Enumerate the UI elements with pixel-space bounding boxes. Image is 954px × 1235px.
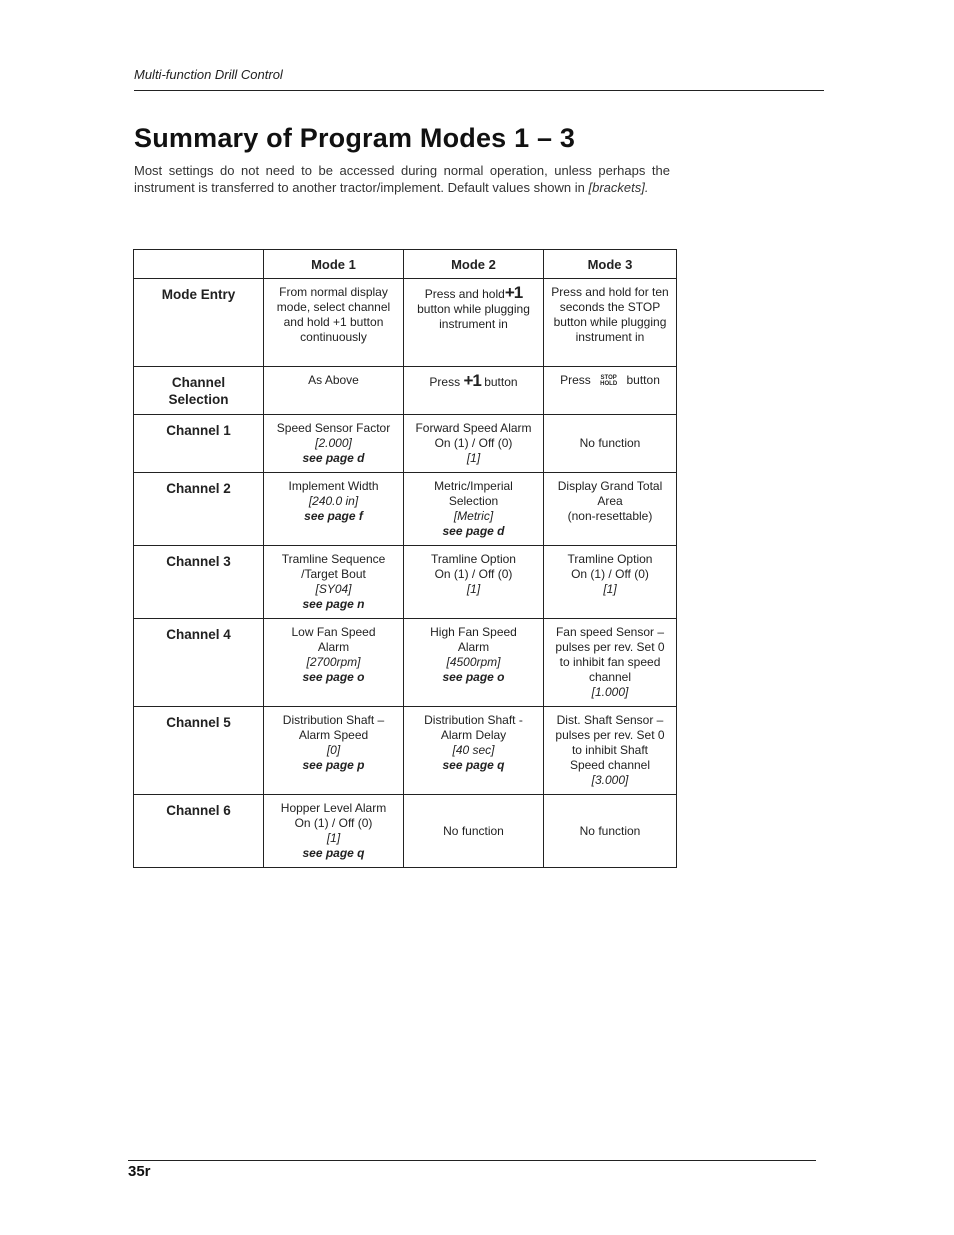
header-rule xyxy=(134,90,824,91)
page-reference: see page d xyxy=(302,451,365,465)
channel-cell-mode-2 xyxy=(404,707,544,795)
table-row xyxy=(134,546,677,619)
channel-cell-mode-3 xyxy=(544,473,677,546)
program-modes-table xyxy=(133,249,677,868)
cell-text: Distribution Shaft – xyxy=(282,713,385,727)
intro-text: Most settings do not need to be accessed during normal operation, unless perhaps the instrument is transferred to another tractor/implement. Default values shown in xyxy=(134,163,670,195)
default-value: [SY04] xyxy=(315,582,352,596)
row-label-channel: Channel 1 xyxy=(134,415,264,473)
plus-one-icon: +1 xyxy=(504,283,523,302)
cell-text: to inhibit Shaft xyxy=(571,743,649,757)
mode-entry-mode-2-text-a: Press and hold xyxy=(424,287,505,301)
cell-text: channel xyxy=(588,670,632,684)
default-value: [1.000] xyxy=(591,685,629,699)
cell-text: Low Fan Speed xyxy=(291,625,376,639)
table-row xyxy=(134,707,677,795)
row-label-channel: Channel 5 xyxy=(134,707,264,795)
cell-text: No function xyxy=(579,823,641,838)
cell-text: Metric/Imperial xyxy=(434,479,513,493)
cell-text: Distribution Shaft - xyxy=(424,713,523,727)
table-row xyxy=(134,619,677,707)
default-value: [3.000] xyxy=(591,773,629,787)
cell-text: On (1) / Off (0) xyxy=(571,567,649,581)
cell-text: Display Grand Total xyxy=(557,479,663,493)
default-value: [1] xyxy=(466,582,481,596)
intro-bracket-note: [brackets]. xyxy=(588,179,649,195)
row-channel-selection xyxy=(134,367,677,415)
cell-text: No function xyxy=(443,823,504,838)
channel-cell-mode-1 xyxy=(264,795,404,868)
channel-cell-mode-1 xyxy=(264,707,404,795)
channel-cell-mode-3 xyxy=(544,795,677,868)
row-label-channel: Channel 3 xyxy=(134,546,264,619)
row-label-channel: Channel 4 xyxy=(134,619,264,707)
page-title: Summary of Program Modes 1 – 3 xyxy=(134,123,576,153)
channel-rows xyxy=(134,415,677,868)
channel-cell-mode-1 xyxy=(264,415,404,473)
channel-selection-mode-3-text-b: button xyxy=(626,373,660,387)
default-value: [1] xyxy=(326,831,341,845)
page-reference: see page q xyxy=(302,846,365,860)
cell-text: No function xyxy=(579,436,641,450)
mode-entry-mode-1: From normal display mode, select channel and hold +1 button continuously xyxy=(264,279,404,367)
cell-text: Alarm xyxy=(457,640,490,654)
page-reference: see page f xyxy=(304,509,363,523)
default-value: [1] xyxy=(466,451,481,465)
cell-text: Tramline Option xyxy=(567,552,653,566)
default-value: [2700rpm] xyxy=(306,655,361,669)
default-value: [40 sec] xyxy=(452,743,495,757)
cell-text: Hopper Level Alarm xyxy=(280,801,387,815)
channel-cell-mode-2 xyxy=(404,795,544,868)
channel-selection-mode-2-text-b: button xyxy=(484,375,518,389)
table-row xyxy=(134,795,677,868)
channel-cell-mode-2 xyxy=(404,619,544,707)
channel-cell-mode-3 xyxy=(544,619,677,707)
cell-text: Speed Sensor Factor xyxy=(276,421,391,435)
row-label-channel: Channel 2 xyxy=(134,473,264,546)
channel-cell-mode-3 xyxy=(544,546,677,619)
mode-entry-mode-3: Press and hold for ten seconds the STOP button while plugging instrument in xyxy=(544,279,677,367)
cell-text: Speed channel xyxy=(569,758,651,772)
cell-text: On (1) / Off (0) xyxy=(294,816,373,830)
default-value: [4500rpm] xyxy=(446,655,501,669)
row-mode-entry xyxy=(134,279,677,367)
cell-text: /Target Bout xyxy=(301,567,366,581)
corner-cell xyxy=(134,250,264,279)
default-value: [1] xyxy=(603,582,617,596)
channel-selection-mode-2-text-a: Press xyxy=(429,375,461,389)
stop-icon-bottom: HOLD xyxy=(600,380,618,387)
channel-cell-mode-3 xyxy=(544,707,677,795)
column-header-mode-1: Mode 1 xyxy=(264,250,404,279)
default-value: [0] xyxy=(326,743,341,757)
cell-text: Fan speed Sensor – xyxy=(555,625,665,639)
table-row xyxy=(134,473,677,546)
page-reference: see page p xyxy=(302,758,365,772)
mode-entry-mode-2 xyxy=(404,279,544,367)
cell-text: Implement Width xyxy=(288,479,379,493)
cell-text: On (1) / Off (0) xyxy=(434,567,513,581)
stop-icon-top: STOP xyxy=(600,374,617,381)
cell-text: (non-resettable) xyxy=(567,509,653,523)
cell-text: pulses per rev. Set 0 xyxy=(555,728,665,742)
channel-cell-mode-2 xyxy=(404,473,544,546)
running-header: Multi-function Drill Control xyxy=(134,67,283,82)
cell-text: Tramline Option xyxy=(431,552,516,566)
cell-text: Alarm Delay xyxy=(440,728,507,742)
table-row xyxy=(134,415,677,473)
cell-text: High Fan Speed xyxy=(430,625,517,639)
cell-text: Dist. Shaft Sensor – xyxy=(556,713,664,727)
page-reference: see page d xyxy=(442,524,505,538)
channel-cell-mode-1 xyxy=(264,546,404,619)
page-reference: see page o xyxy=(302,670,365,684)
row-label-channel-selection: Channel Selection xyxy=(134,367,264,415)
cell-text: pulses per rev. Set 0 xyxy=(555,640,665,654)
cell-text: On (1) / Off (0) xyxy=(434,436,513,450)
cell-text: Selection xyxy=(448,494,499,508)
cell-text: to inhibit fan speed xyxy=(559,655,661,669)
mode-entry-mode-2-text-b: button while plugging instrument in xyxy=(417,302,530,331)
row-label-mode-entry: Mode Entry xyxy=(134,279,264,367)
page-reference: see page q xyxy=(442,758,505,772)
cell-text: Forward Speed Alarm xyxy=(415,421,532,435)
channel-selection-mode-2 xyxy=(404,367,544,415)
intro-paragraph xyxy=(134,163,670,196)
page-reference: see page o xyxy=(442,670,505,684)
footer-rule xyxy=(128,1160,816,1161)
channel-selection-mode-3 xyxy=(544,367,677,415)
default-value: [2.000] xyxy=(315,436,352,450)
cell-text: Alarm xyxy=(317,640,350,654)
table-header-row xyxy=(134,250,677,279)
channel-cell-mode-2 xyxy=(404,415,544,473)
plus-one-icon: +1 xyxy=(463,371,481,390)
page-number: 35r xyxy=(128,1163,151,1180)
cell-text: Alarm Speed xyxy=(298,728,369,742)
default-value: [240.0 in] xyxy=(308,494,359,508)
channel-cell-mode-1 xyxy=(264,473,404,546)
channel-cell-mode-3 xyxy=(544,415,677,473)
stop-hold-icon xyxy=(600,375,617,387)
cell-text: Tramline Sequence xyxy=(281,552,386,566)
column-header-mode-2: Mode 2 xyxy=(404,250,544,279)
cell-text: Area xyxy=(597,494,623,508)
channel-selection-mode-1: As Above xyxy=(264,367,404,415)
channel-cell-mode-2 xyxy=(404,546,544,619)
row-label-channel: Channel 6 xyxy=(134,795,264,868)
channel-selection-mode-3-text-a: Press xyxy=(560,373,591,387)
column-header-mode-3: Mode 3 xyxy=(544,250,677,279)
channel-cell-mode-1 xyxy=(264,619,404,707)
default-value: [Metric] xyxy=(453,509,494,523)
page-reference: see page n xyxy=(302,597,365,611)
